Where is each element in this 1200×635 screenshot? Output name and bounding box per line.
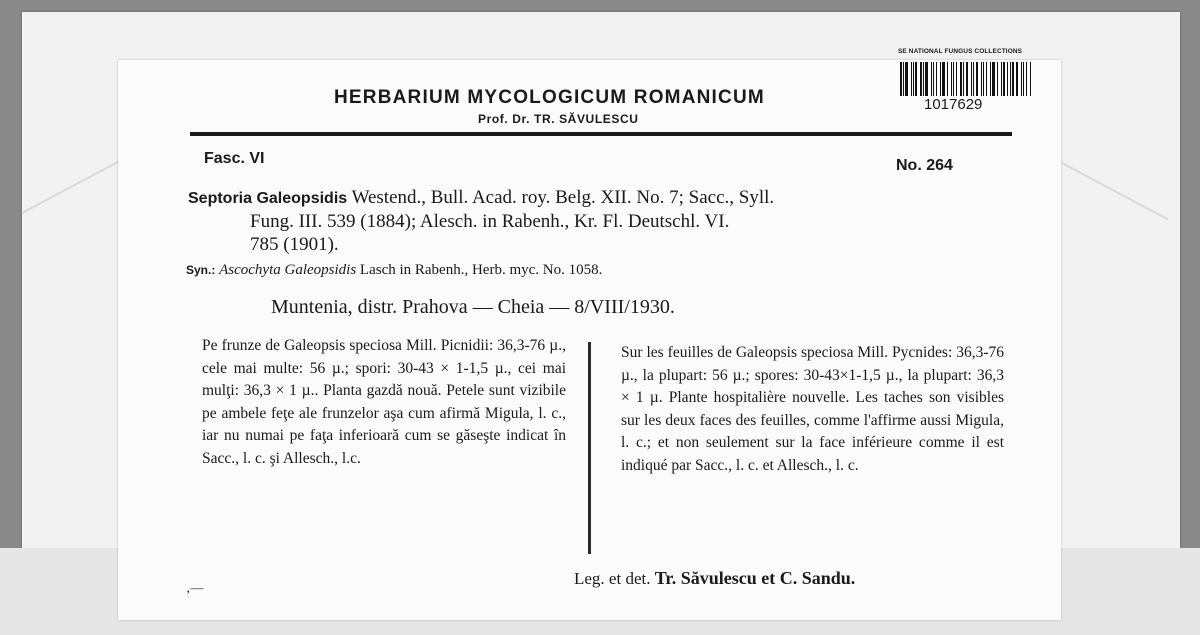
specimen-label [118,60,1061,620]
barcode-bar [1001,62,1002,96]
barcode-bar [933,62,934,96]
herbarium-title: HERBARIUM MYCOLOGICUM ROMANICUM [334,87,765,108]
herbarium-subtitle: Prof. Dr. TR. SĂVULESCU [478,112,639,126]
barcode-number: 1017629 [924,96,983,113]
synonym-name: Ascochyta Galeopsidis [219,262,357,278]
barcode-bar [931,62,933,96]
barcode-bar [936,62,937,96]
barcode-bar [971,62,973,96]
envelope-fold [1062,162,1169,220]
barcode-bar [1010,62,1011,96]
barcode-bar [983,62,984,96]
barcode-bar [1030,62,1031,96]
barcode-bar [986,62,988,96]
barcode-bar [913,62,914,96]
collector-names: Tr. Săvulescu et C. Sandu. [654,568,856,588]
barcode-institution: SE NATIONAL FUNGUS COLLECTIONS [898,48,1023,55]
barcode-bar [966,62,968,96]
barcode-bar [997,62,999,96]
barcode-bar [947,62,948,96]
barcode-bar [960,62,962,96]
barcode-bar [1021,62,1022,96]
column-divider [588,342,591,554]
collector-line [574,568,855,589]
barcode-bar [1016,62,1018,96]
specimen-number: No. 264 [896,157,953,174]
locality: Muntenia, distr. Prahova — Cheia — 8/VIII/1930. [271,296,675,318]
barcode-bar [976,62,978,96]
species-entry [188,186,1018,256]
description-french: Sur les feuilles de Galeopsis speciosa Mill. Pycnides: 36,3-76 µ., la plupart: 56 µ.; spores: 30-43×1-1,5 µ., la plupart: 36,3 × 1 µ. Plante hospitalière nouvelle. Les taches son visibles sur les deux faces des feuilles, comme l'affirme aussi Migula, l. c.; et non seulement sur la face inférieure comme il est indiqué par Sacc., l. c. et Allesch., l. c. [621,344,1004,474]
fascicle-label: Fasc. VI [204,150,265,167]
barcode-bar [956,62,957,96]
barcode-bar [903,62,904,96]
citation-line-3: 785 (1901). [250,234,339,255]
description-romanian: Pe frunze de Galeopsis speciosa Mill. Picnidii: 36,3-76 µ., cele mai multe: 56 µ.; spori: 30-43 × 1-1,5 µ., cei mai mulţi: 36,3 × 1 µ.. Planta gazdă nouă. Petele sunt vizibile pe ambele feţe ale frunzelor aşa cum afirmă Migula, l. c., iar nu numai pe faţa inferioară cum se găseşte indicat în Sacc., l. c. şi Allesch., l.c. [202,337,566,467]
barcode-bar [1007,62,1008,96]
synonym-citation: Lasch in Rabenh., Herb. myc. No. 1058. [356,262,603,278]
barcode-bar [990,62,991,96]
barcode-bar [940,62,942,96]
synonym-label: Syn.: [186,263,216,277]
citation-line-2: Fung. III. 539 (1884); Alesch. in Rabenh., Kr. Fl. Deutschl. VI. [250,211,730,232]
species-name: Septoria Galeopsidis [188,190,348,207]
collector-prefix: Leg. et det. [574,569,655,588]
synonym-line [186,262,602,279]
barcode-bar [953,62,954,96]
barcode-bar [920,62,922,96]
barcode-bar [905,62,907,96]
barcode-label [898,48,1038,116]
barcode-bar [911,62,912,96]
barcode-bar [900,62,902,96]
barcode-bar [951,62,953,96]
barcode-bar [992,62,994,96]
barcode-bar [981,62,982,96]
barcode-bar [925,62,927,96]
corner-mark: ‚— [186,580,204,595]
header-rule [190,132,1012,136]
barcode-icon [900,62,1032,96]
barcode-bar [1012,62,1014,96]
barcode-bar [942,62,944,96]
barcode-bar [963,62,964,96]
barcode-bar [973,62,974,96]
barcode-bar [923,62,924,96]
barcode-bar [1026,62,1028,96]
envelope-fold [22,156,129,214]
citation-line-1: Westend., Bull. Acad. roy. Belg. XII. No. 7; Sacc., Syll. [347,187,775,208]
barcode-bar [1003,62,1005,96]
barcode-bar [1023,62,1024,96]
barcode-bar [915,62,917,96]
